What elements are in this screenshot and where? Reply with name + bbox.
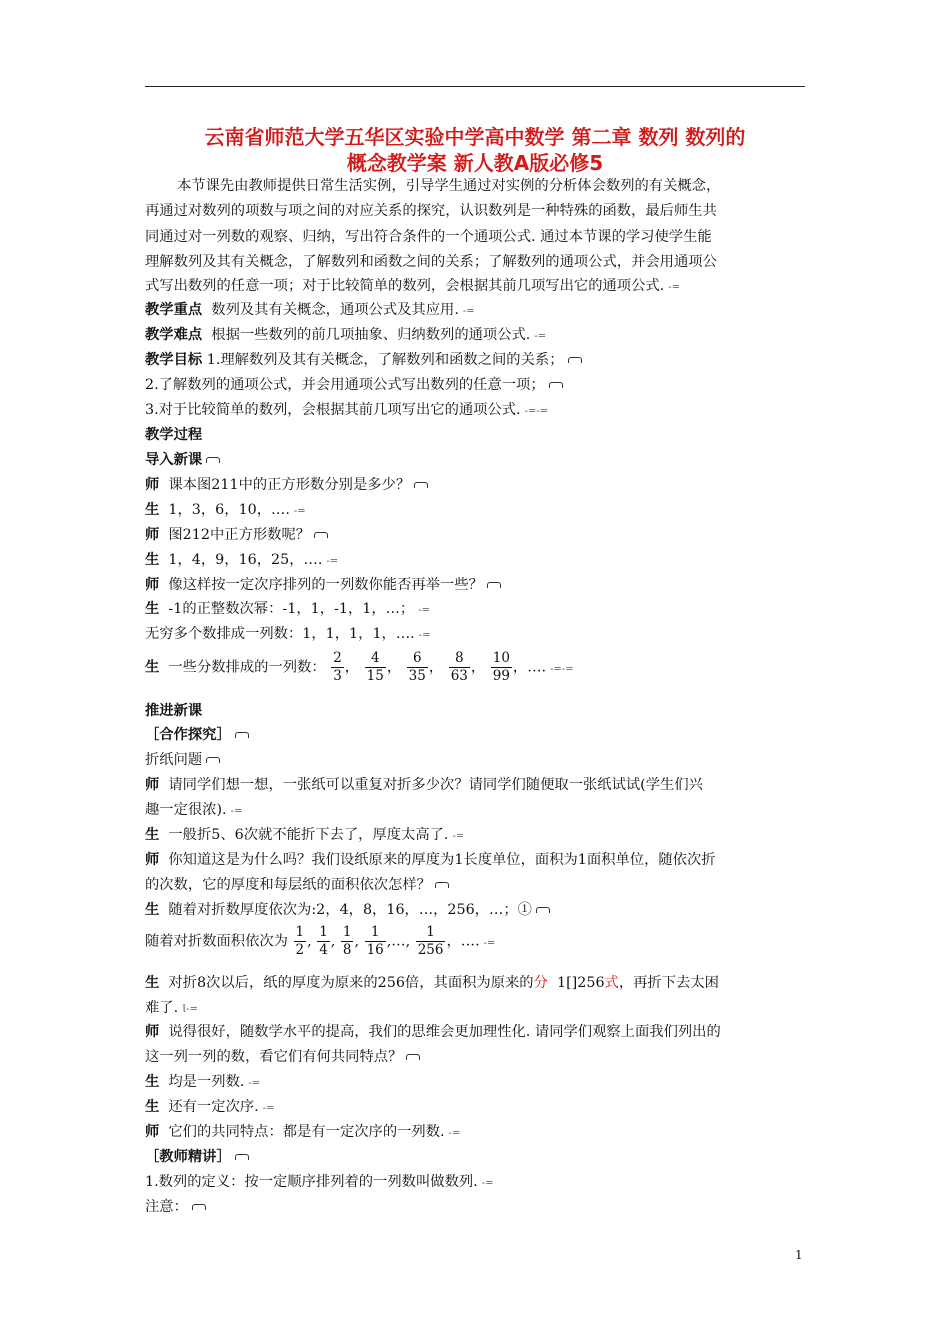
dialogue-line: 生 对折8次以后，纸的厚度为原来的256倍，其面积为原来的分 1[]256式，再折下去太困 bbox=[145, 975, 719, 991]
area-sequence: 随着对折数面积依次为 $\frac{1}{2}$ , $\frac{1}{4}$ , $\frac{1}{8}$ , $\frac{1}{16}$ ,…, $\frac{1}{256}$ ，…. -= bbox=[145, 924, 496, 958]
dialogue-line: 师 说得很好，随数学水平的提高，我们的思维会更加理性化. 请同学们观察上面我们列出的 bbox=[145, 1024, 721, 1040]
dialogue-line: 师 课本图211中的正方形数分别是多少？ bbox=[145, 475, 428, 495]
fraction: $\frac{10}{99}$ bbox=[492, 650, 510, 684]
intro-line-4: 理解数列及其有关概念，了解数列和函数之间的关系；了解数列的通项公式，并会用通项公 bbox=[145, 254, 717, 270]
dialogue-line: 生 随着对折数厚度依次为:2，4，8，16，…，256，…；① bbox=[145, 900, 550, 920]
intro-line-5: 式写出数列的任意一项；对于比较简单的数列，会根据其前几项写出它的通项公式. -= bbox=[145, 278, 680, 294]
coop-section: ［合作探究］ bbox=[145, 725, 249, 745]
key-point: 教学重点 数列及其有关概念，通项公式及其应用. -= bbox=[145, 302, 475, 318]
dialogue-line: 生 -1的正整数次幂：-1，1，-1，1，…； -= bbox=[145, 601, 430, 617]
goal-2: 2.了解数列的通项公式，并会用通项公式写出数列的任意一项； bbox=[145, 375, 563, 395]
dialogue-line: 这一列一列的数，看它们有何共同特点？ bbox=[145, 1047, 420, 1067]
fraction: $\frac{1}{2}$ bbox=[295, 924, 305, 958]
dialogue-line: 生 1，3，6，10，…. -= bbox=[145, 502, 306, 518]
dialogue-line: 师 图212中正方形数呢？ bbox=[145, 525, 328, 545]
dialogue-line: 师 你知道这是为什么吗？我们设纸原来的厚度为1长度单位，面积为1面积单位，随依次折 bbox=[145, 852, 716, 868]
intro-line-1: 本节课先由教师提供日常生活实例，引导学生通过对实例的分析体会数列的有关概念， bbox=[177, 178, 721, 194]
fraction: $\frac{1}{4}$ bbox=[319, 924, 328, 958]
goal-3: 3.对于比较简单的数列，会根据其前几项写出它的通项公式. -=-= bbox=[145, 402, 549, 418]
goal-1: 教学目标 1.理解数列及其有关概念，了解数列和函数之间的关系； bbox=[145, 350, 582, 370]
difficulty: 教学难点 根据一些数列的前几项抽象、归纳数列的通项公式. -= bbox=[145, 327, 547, 343]
doc-title-line1: 云南省师范大学五华区实验中学高中数学 第二章 数列 数列的 bbox=[204, 125, 746, 149]
fraction-sequence: 生 一些分数排成的一列数： $\frac{2}{3}$ ， $\frac{4}{15}$ ， $\frac{6}{35}$ ， $\frac{8}{63}$ ， $\frac{10}{99}$ ，…. -=-= bbox=[145, 650, 574, 684]
dialogue-line: 师 它们的共同特点：都是有一定次序的一列数. -= bbox=[145, 1124, 461, 1140]
dialogue-line: 的次数，它的厚度和每层纸的面积依次怎样？ bbox=[145, 875, 449, 895]
dialogue-line: 生 还有一定次序. -= bbox=[145, 1099, 275, 1115]
note: 注意： bbox=[145, 1197, 206, 1217]
fraction: $\frac{2}{3}$ bbox=[333, 650, 342, 684]
dialogue-line: 难了. Ɩ-= bbox=[145, 1000, 198, 1016]
dialogue-line: 生 均是一列数. -= bbox=[145, 1074, 261, 1090]
fraction: $\frac{1}{8}$ bbox=[342, 924, 352, 958]
dialogue-line: 师 像这样按一定次序排列的一列数你能否再举一些？ bbox=[145, 575, 501, 595]
intro-line-2: 再通过对数列的项数与项之间的对应关系的探究，认识数列是一种特殊的函数，最后师生共 bbox=[145, 203, 717, 219]
doc-title-line2: 概念教学案 新人教A版必修5 bbox=[346, 151, 604, 175]
fold-title: 折纸问题 bbox=[145, 750, 220, 770]
fraction: $\frac{6}{35}$ bbox=[408, 650, 426, 684]
intro-section: 导入新课 bbox=[145, 450, 220, 470]
header-rule bbox=[145, 86, 805, 87]
page-number: 1 bbox=[795, 1248, 803, 1262]
dialogue-line: 趣一定很浓). -= bbox=[145, 802, 243, 818]
dialogue-line: 师 请同学们想一想，一张纸可以重复对折多少次？请同学们随便取一张纸试试(学生们兴 bbox=[145, 777, 703, 793]
fraction: $\frac{4}{15}$ bbox=[366, 650, 384, 684]
process-heading: 教学过程 bbox=[145, 427, 203, 443]
dialogue-line: 生 1，4，9，16，25，…. -= bbox=[145, 552, 339, 568]
definition: 1.数列的定义：按一定顺序排列着的一列数叫做数列. -= bbox=[145, 1174, 494, 1190]
intro-line-3: 同通过对一列数的观察、归纳，写出符合条件的一个通项公式. 通过本节课的学习使学生能 bbox=[145, 229, 712, 245]
fraction: $\frac{1}{16}$ bbox=[366, 924, 384, 958]
teacher-section: ［教师精讲］ bbox=[145, 1147, 249, 1167]
fraction: $\frac{8}{63}$ bbox=[450, 650, 468, 684]
dialogue-line: 生 一般折5、6次就不能折下去了，厚度太高了. -= bbox=[145, 827, 465, 843]
dialogue-line: 无穷多个数排成一列数：1，1，1，1，…. -= bbox=[145, 626, 431, 642]
fraction: $\frac{1}{256}$ bbox=[417, 924, 444, 958]
advance-section: 推进新课 bbox=[145, 703, 203, 719]
